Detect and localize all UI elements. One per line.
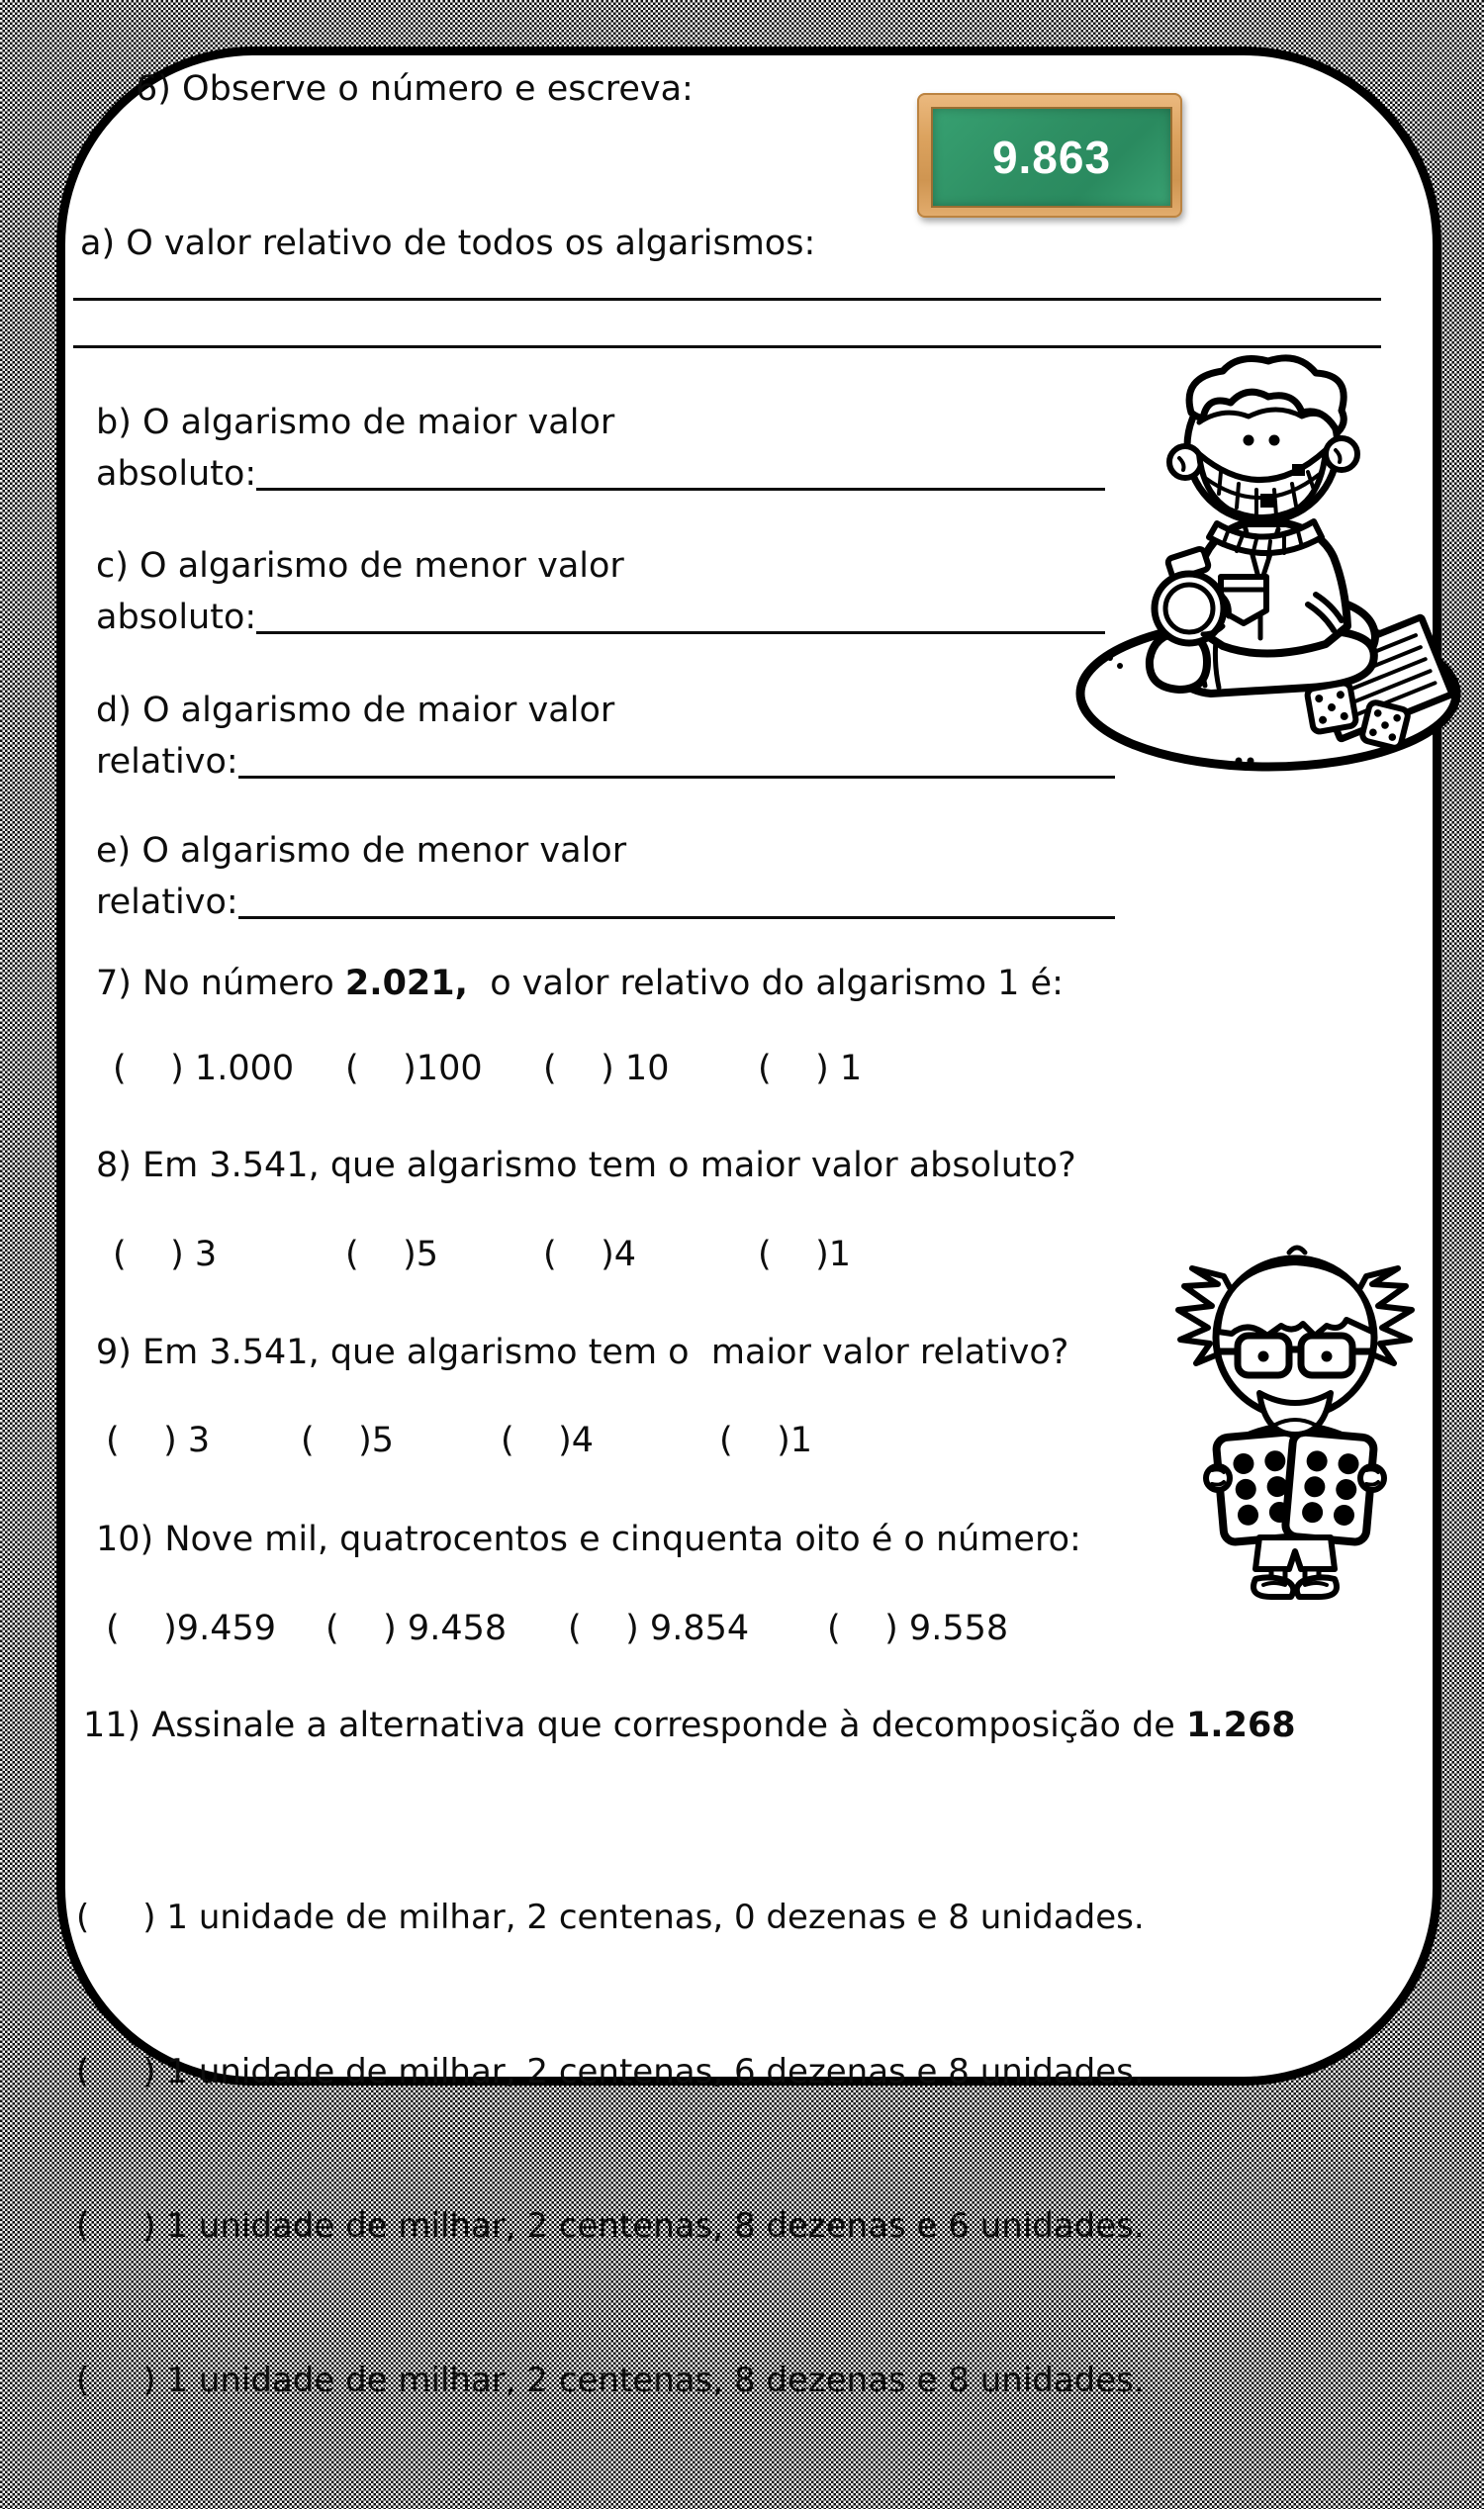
item-e-answer-line[interactable] [238,877,1115,919]
item-b-answer-row [96,448,1105,500]
die-icon [1307,683,1357,733]
die-icon [1361,701,1409,749]
item-e-label: e) O algarismo de menor valor [96,831,627,871]
question-7-number: 2.021, [344,964,468,1003]
question-11-text [83,1700,1296,1751]
question-10-text: 10) Nove mil, quatrocentos e cinquenta oito é o número: [96,1520,1081,1559]
q8-option-1[interactable]: ( )1 [758,1235,852,1274]
q10-option-9854[interactable]: ( ) 9.854 [568,1609,750,1648]
worksheet-paper [56,46,1441,2400]
item-b-answer-line[interactable] [256,448,1105,491]
boy-illustration [1072,345,1448,773]
q9-option-1[interactable]: ( )1 [719,1421,813,1460]
q7-option-1000[interactable]: ( ) 1.000 [113,1049,295,1088]
question-9-text: 9) Em 3.541, que algarismo tem o maior valor relativo? [96,1333,1069,1372]
q10-option-9459[interactable]: ( )9.459 [106,1609,277,1648]
question-7-options [65,1049,1391,1102]
item-c-label-2: absoluto: [96,598,257,637]
q11-option-b[interactable]: ( ) 1 unidade de milhar, 2 centenas, 6 dezenas e 8 unidades. [76,2052,1145,2091]
q9-option-3[interactable]: ( ) 3 [106,1421,211,1460]
q11-option-c[interactable]: ( ) 1 unidade de milhar, 2 centenas, 8 dezenas e 6 unidades. [76,2206,1145,2246]
chalkboard [917,93,1182,218]
question-10-options [65,1609,1391,1662]
q9-option-5[interactable]: ( )5 [301,1421,395,1460]
question-6-title: 6) Observe o número e escreva: [136,69,694,109]
item-d-label: d) O algarismo de maior valor [96,691,615,730]
item-b-label-2: absoluto: [96,454,257,494]
q10-option-9558[interactable]: ( ) 9.558 [827,1609,1009,1648]
item-d-label-2: relativo: [96,742,238,782]
item-e-label-2: relativo: [96,883,238,922]
q10-option-9458[interactable]: ( ) 9.458 [325,1609,508,1648]
question-11-prefix: 11) Assinale a alternativa que corresponde à decomposição de [83,1706,1186,1745]
q7-option-1[interactable]: ( ) 1 [758,1049,863,1088]
question-7-prefix: 7) No número [96,964,345,1003]
girl-illustration [1147,1241,1443,1589]
q8-option-5[interactable]: ( )5 [345,1235,439,1274]
q11-option-a[interactable]: ( ) 1 unidade de milhar, 2 centenas, 0 dezenas e 8 unidades. [76,1898,1145,1937]
q7-option-100[interactable]: ( )100 [345,1049,483,1088]
question-7-text [96,958,1064,1009]
q9-option-4[interactable]: ( )4 [501,1421,595,1460]
q7-option-10[interactable]: ( ) 10 [543,1049,670,1088]
q8-option-3[interactable]: ( ) 3 [113,1235,218,1274]
item-c-answer-row [96,592,1105,643]
item-d-answer-line[interactable] [238,736,1115,779]
question-8-text: 8) Em 3.541, que algarismo tem o maior valor absoluto? [96,1146,1076,1185]
item-c-label: c) O algarismo de menor valor [96,546,624,586]
chalkboard-number: 9.863 [991,132,1112,183]
question-11-options [76,1789,1145,2509]
chalkboard-surface [931,107,1172,208]
item-a-answer-line-1[interactable] [73,298,1381,301]
q8-option-4[interactable]: ( )4 [543,1235,637,1274]
question-11-number: 1.268 [1185,1706,1296,1745]
q11-option-d[interactable]: ( ) 1 unidade de milhar, 2 centenas, 8 dezenas e 8 unidades. [76,2361,1145,2400]
item-d-answer-row [96,736,1115,788]
item-c-answer-line[interactable] [256,592,1105,634]
item-a-label: a) O valor relativo de todos os algarismos: [80,224,816,263]
item-e-answer-row [96,877,1115,928]
question-7-suffix: o valor relativo do algarismo 1 é: [467,964,1064,1003]
item-b-label: b) O algarismo de maior valor [96,403,615,442]
